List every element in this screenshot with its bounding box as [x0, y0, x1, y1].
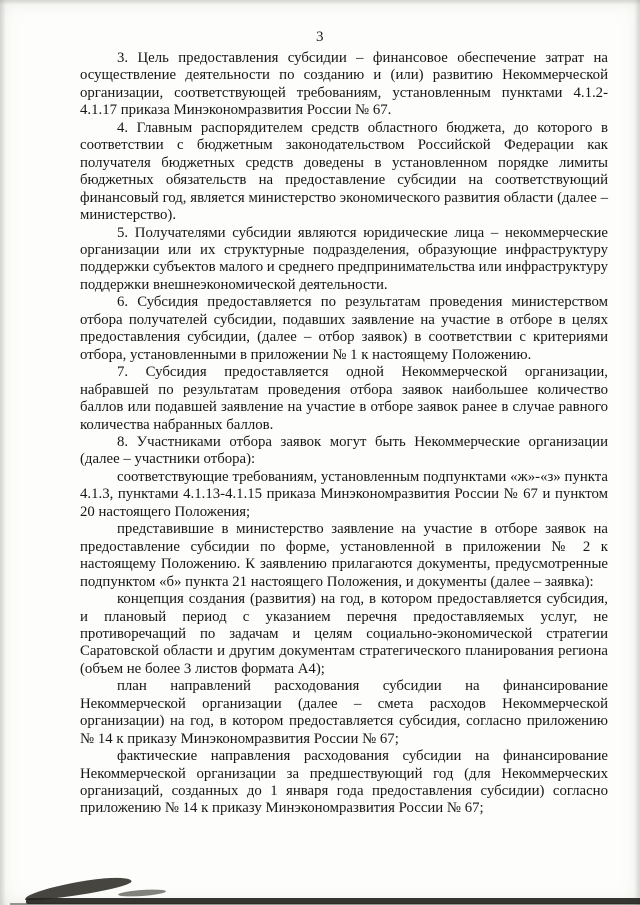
scan-bottom-strip-artifact [26, 898, 640, 904]
paragraph-8-subitem-requirements: соответствующие требованиям, установленным подпунктами «ж»-«з» пункта 4.1.3, пунктами 4.1.13-4.1.15 приказа Минэкономразвития России № 67 и пунктом 20 настоящего Положения; [80, 468, 608, 520]
page-number: 3 [316, 29, 324, 45]
document-body [80, 50, 608, 818]
paragraph-6: 6. Субсидия предоставляется по результатам проведения министерством отбора получателей субсидии, подавших заявление на участие в отборе в целях предоставления субсидии, (далее – отбор заявок) в соответствии с критериями отбора, установленными в приложении № 1 к настоящему Положению. [80, 294, 608, 363]
scan-edge-top [0, 0, 640, 5]
paragraph-3: 3. Цель предоставления субсидии – финансовое обеспечение затрат на осуществление деятельности по созданию и (или) развитию Некоммерческой организации, соответствующей требованиям, установленным пунктами 4.1.2-4.1.17 приказа Минэкономразвития России № 67. [80, 50, 608, 119]
paragraph-7: 7. Субсидия предоставляется одной Некоммерческой организации, набравшей по результатам проведения отбора заявок наибольшее количество баллов или подавшей заявление на участие в отборе заявок ранее в случае равного количества набранных баллов. [80, 364, 608, 433]
paragraph-4: 4. Главным распорядителем средств областного бюджета, до которого в соответствии с бюджетным законодательством Российской Федерации как получателя бюджетных средств доведены в установленном порядке лимиты бюджетных обязательств на предоставление субсидии на соответствующий финансовый год, является министерство экономического развития области (далее – министерство). [80, 119, 608, 224]
scan-edge-left [0, 0, 6, 905]
paragraph-8-subitem-application: представившие в министерство заявление на участие в отборе заявок на предоставление субсидии по форме, установленной в приложении № 2 к настоящему Положению. К заявлению прилагаются документы, предусмотренные подпунктом «б» пункта 21 настоящего Положения, и документы (далее – заявка): [80, 521, 608, 590]
scan-edge-right [634, 0, 640, 905]
paragraph-8-subitem-actual-spending: фактические направления расходования субсидии на финансирование Некоммерческой организации за предшествующий год (для Некоммерческих организаций, созданных до 1 января года предоставления субсидии) согласно приложению № 14 к приказу Минэкономразвития России № 67; [80, 748, 608, 817]
paragraph-8: 8. Участниками отбора заявок могут быть Некоммерческие организации (далее – участники отбора): [80, 433, 608, 468]
paragraph-8-subitem-concept: концепция создания (развития) на год, в котором предоставляется субсидия, и плановый период с указанием перечня предоставляемых услуг, не противоречащий по задачам и целям социально-экономической стратегии Саратовской области и другим документам стратегического планирования региона (объем не более 3 листов формата А4); [80, 591, 608, 677]
scan-smudge-tail-artifact [118, 888, 166, 897]
paragraph-5: 5. Получателями субсидии являются юридические лица – некоммерческие организации или их структурные подразделения, образующие инфраструктуру поддержки субъектов малого и среднего предпринимательства или инфраструктуру поддержки внешнеэкономической деятельности. [80, 224, 608, 293]
paragraph-8-subitem-spending-plan: план направлений расходования субсидии на финансирование Некоммерческой организации (далее – смета расходов Некоммерческой организации) на год, в котором предоставляется субсидия, согласно приложению № 14 к приказу Минэкономразвития России № 67; [80, 678, 608, 747]
